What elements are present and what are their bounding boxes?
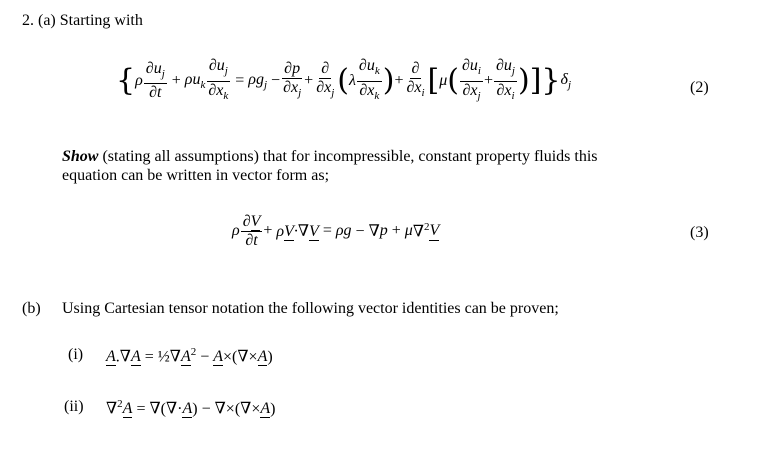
show-line-2: equation can be written in vector form as; [62,167,330,184]
equation-2-number: (2) [690,79,709,96]
show-word: Show [62,148,99,165]
identity-ii: ∇$^2$A = ∇(∇·A) − ∇×(∇×A) [106,398,276,418]
part-b-label: (b) [22,300,41,317]
identity-i-label: (i) [68,346,84,363]
identity-ii-label: (ii) [64,398,84,415]
show-line-1 [62,148,598,166]
equation-3-number: (3) [690,224,709,241]
equation-2: { ρ $\frac{\partial u_j}{\partial t}$ + $\rho u_k$ $\frac{\partial u_j}{\partial x_k}$ = $\rho g_j$ − $\frac{\partial p}{\partial x_j}$ + $\frac{\partial}{\partial x_j}$ ( λ $\frac{\partial u_k}{\partial x_k}$ ) + $\frac{\partial}{\partial x_i}$ [ μ ( $\frac{\partial u_i}{\partial x_j}$ + $\frac{\partial u_j}{\partial x_i}$ )] } $\delta_j$ [116,57,571,102]
part-b-text: Using Cartesian tensor notation the following vector identities can be proven; [62,300,559,317]
question-heading: 2. (a) Starting with [22,12,143,29]
identity-i: $A.\nabla A = \frac{1}{2}\nabla A^2 - A\times(\nabla\times A)$ [106,346,273,366]
equation-3: ρ $\frac{\partial V}{\partial t}$ + ρV·∇V = ρg − ∇ p + μ ∇$^2$ V [232,212,440,249]
show-rest: (stating all assumptions) that for incompressible, constant property fluids this [98,148,598,165]
